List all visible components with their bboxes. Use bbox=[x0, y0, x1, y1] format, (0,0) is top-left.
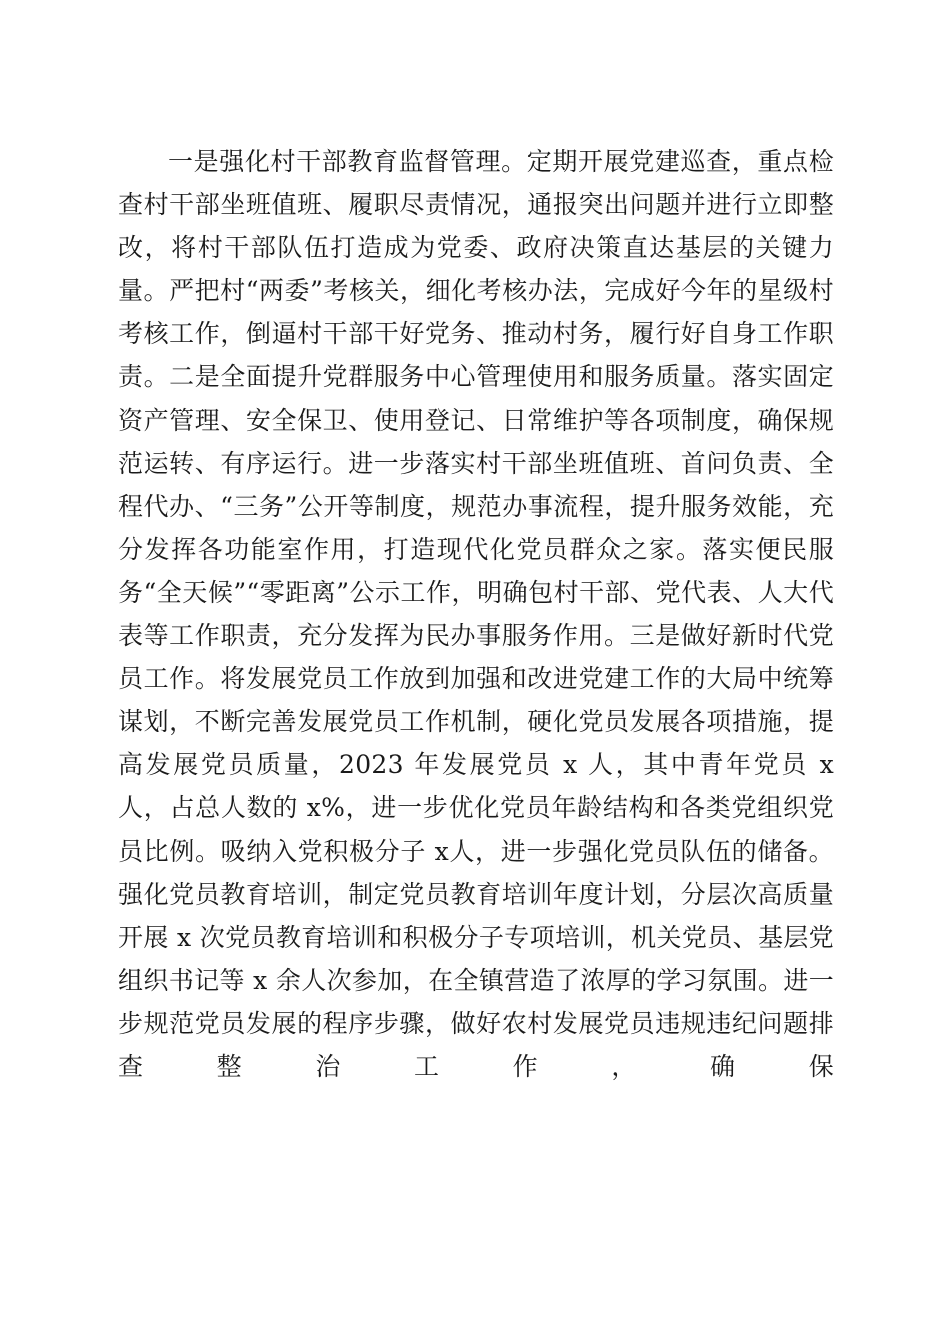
text-line: 自身工作职责。二是全面提升党群服务中心管理使用和服务质 bbox=[118, 319, 834, 392]
text-line: 序步骤，做好农村发展党员违规违纪问题排查整治工作，确保 bbox=[118, 1008, 834, 1081]
text-line: 积极分子专项培训，机关党员、基层党组织书记等 x 余人次参 bbox=[118, 922, 834, 995]
body-paragraph bbox=[118, 140, 834, 1088]
text-line: 一是强化村干部教育监督管理。定期开展党建巡查，重点 bbox=[168, 147, 809, 176]
text-line: 确包村干部、党代表、人大代表等工作职责，充分发挥为民办 bbox=[118, 577, 834, 651]
text-line: 群众之家。落实便民服务“全天候”“零距离”公示工作，明 bbox=[118, 534, 834, 607]
text-line: 发展党员 x 人，其中青年党员 x 人，占总人数的 x%，进一步优 bbox=[118, 750, 835, 823]
text-line: 程，提升服务效能，充分发挥各功能室作用，打造现代化党员 bbox=[118, 491, 834, 564]
text-line: 事服务作用。三是做好新时代党员工作。将发展党员工作放到 bbox=[118, 621, 834, 694]
text-line: 加强和改进党建工作的大局中统筹谋划，不断完善发展党员工 bbox=[118, 664, 834, 737]
text-line: 员教育培训年度计划，分层次高质量开展 x 次党员教育培训和 bbox=[118, 879, 834, 952]
text-line: 加，在全镇营造了浓厚的学习氛围。进一步规范党员发展的程 bbox=[118, 965, 835, 1038]
text-line: 的星级村考核工作，倒逼村干部干好党务、推动村务，履行好 bbox=[118, 276, 834, 349]
text-line: 人，进一步强化党员队伍的储备。强化党员教育培训，制定党 bbox=[118, 836, 834, 909]
text-line: 检查村干部坐班值班、履职尽责情况，通报突出问题并进行立 bbox=[118, 147, 834, 220]
text-line: 即整改，将村干部队伍打造成为党委、政府决策直达基层的关 bbox=[118, 190, 834, 263]
text-line: 项制度，确保规范运转、有序运行。进一步落实村干部坐班值 bbox=[118, 405, 834, 478]
text-line: 化党员年龄结构和各类党组织党员比例。吸纳入党积极分子 x bbox=[118, 793, 834, 866]
text-line: 班、首问负责、全程代办、“三务”公开等制度，规范办事流 bbox=[118, 448, 834, 521]
text-line: 键力量。严把村“两委”考核关，细化考核办法，完成好今年 bbox=[118, 233, 834, 306]
text-line: 量。落实固定资产管理、安全保卫、使用登记、日常维护等各 bbox=[118, 362, 834, 435]
text-line: 作机制，硬化党员发展各项措施，提高发展党员质量，2023 年 bbox=[118, 707, 834, 780]
